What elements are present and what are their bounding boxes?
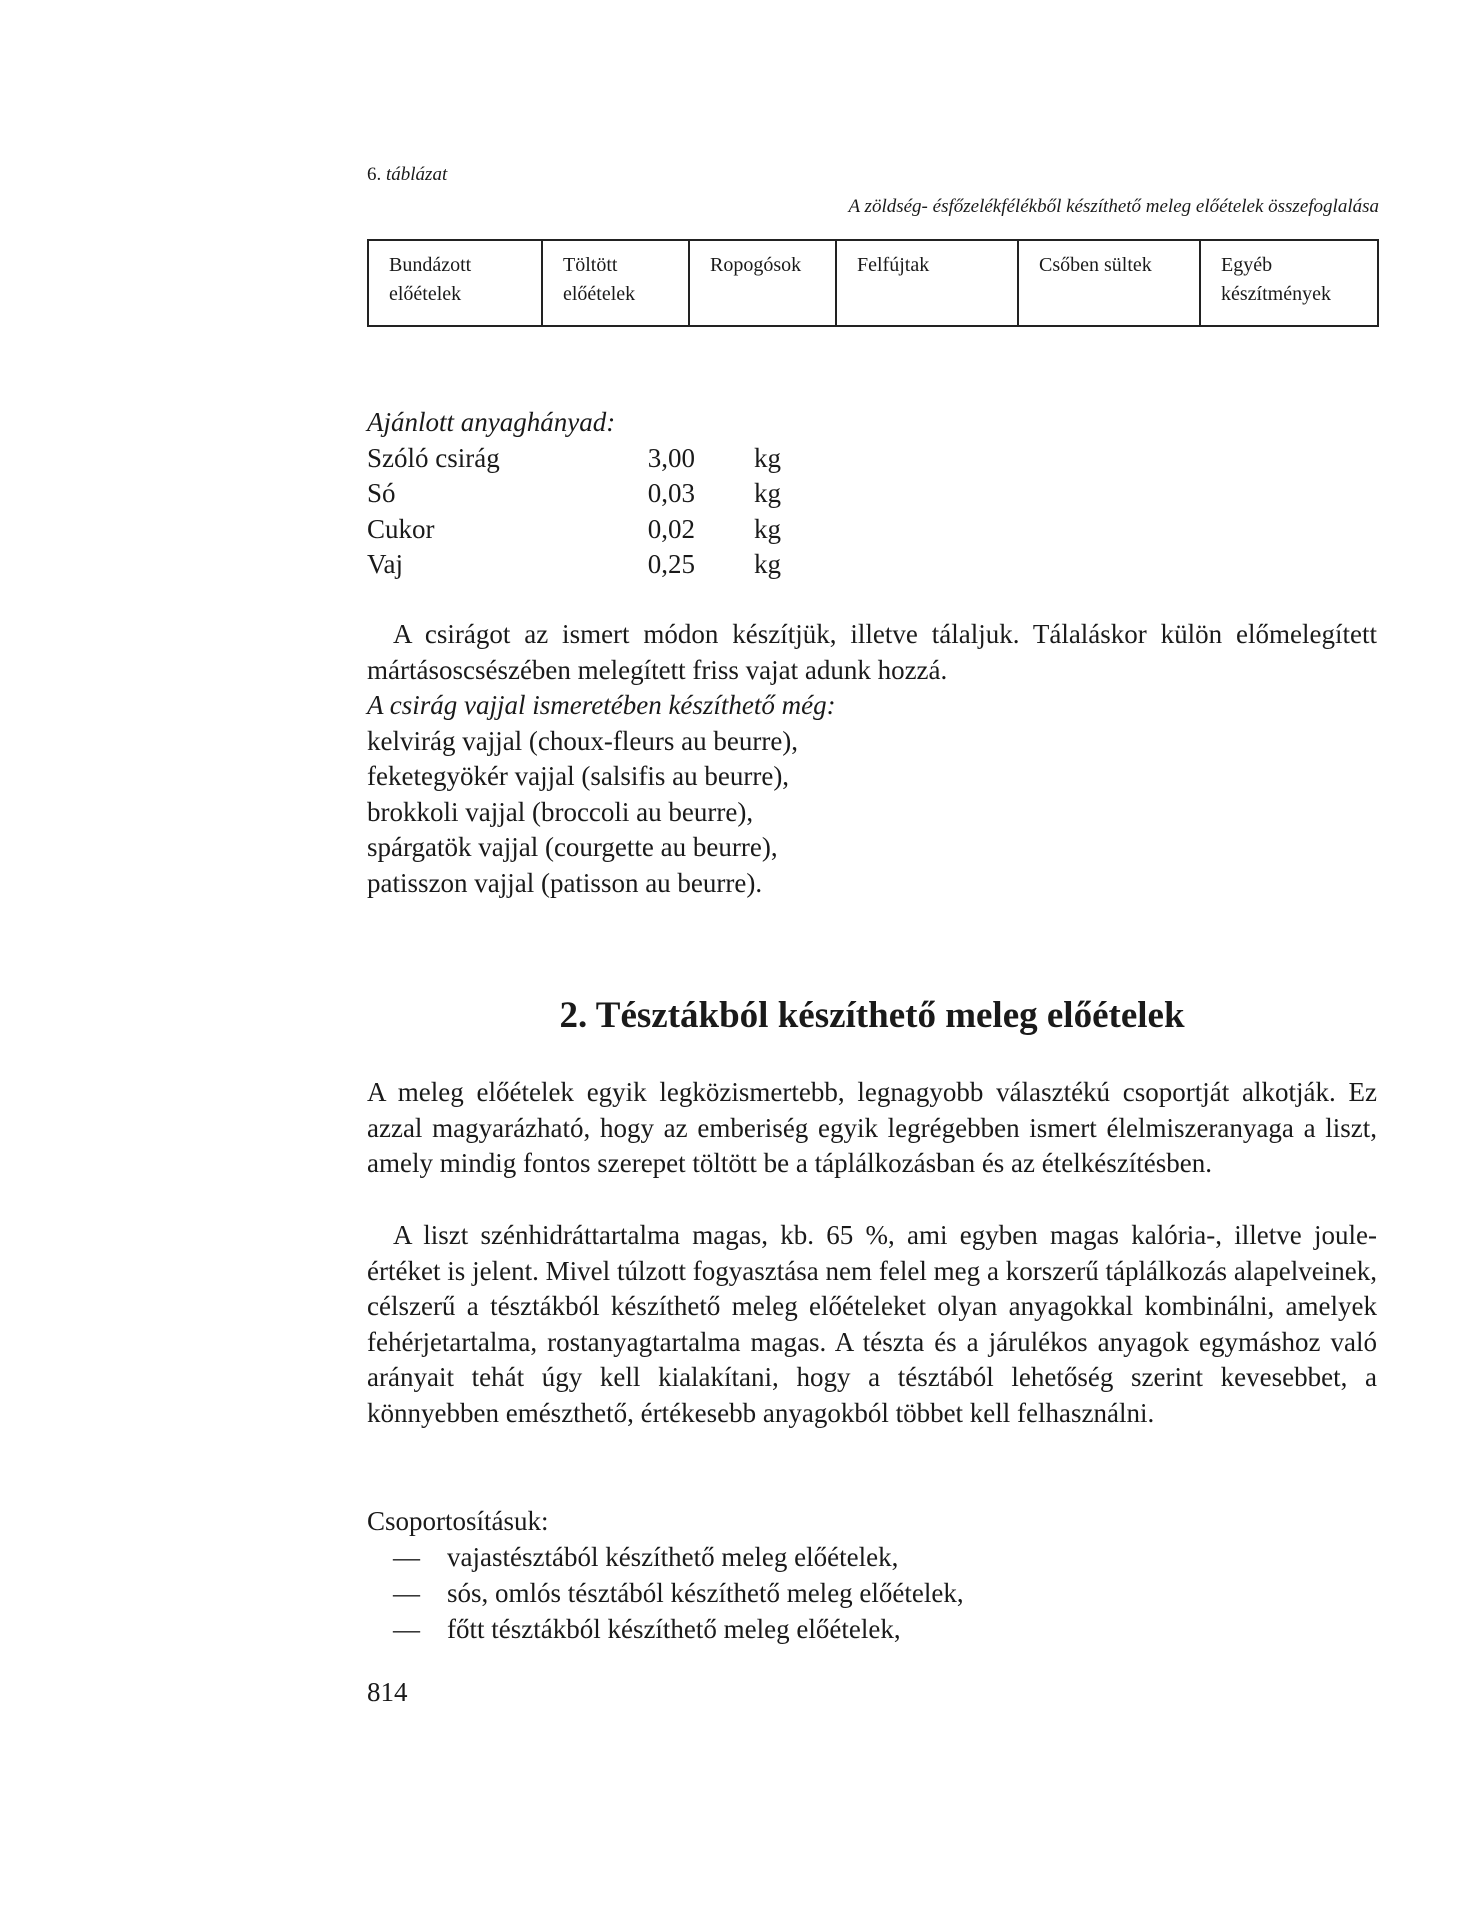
section-heading: 2. Tésztákból készíthető meleg előételek [559,995,1185,1036]
list-item-text: vajastésztából készíthető meleg előételek, [447,1542,899,1572]
table-number: 6. [367,164,382,185]
variant-item: feketegyökér vajjal (salsifis au beurre), [367,761,790,791]
table-cell [368,240,542,326]
ingredient-row [367,547,817,583]
table-label [367,164,447,186]
table-word: táblázat [386,164,448,185]
ingredient-row [367,441,817,477]
ingredient-unit: kg [754,478,781,508]
cell-line: Felfújtak [857,254,930,276]
table-cell [1018,240,1200,326]
cell-line: Töltött [563,254,618,276]
grouping-list [367,1503,964,1647]
table-cell [542,240,689,326]
variant-item: patisszon vajjal (patisson au beurre). [367,867,763,898]
variant-item: brokkoli vajjal (broccoli au beurre), [367,796,754,827]
list-item-text: sós, omlós tésztából készíthető meleg előételek, [447,1578,964,1608]
cell-line: előételek [563,283,636,305]
ingredient-qty: 0,25 [647,549,695,579]
ingredient-name: Só [367,478,396,508]
cell-line: Egyéb [1221,254,1273,276]
grouping-heading: Csoportosításuk: [367,1506,549,1536]
list-item [367,1539,964,1575]
list-item [367,1575,964,1611]
table-cell [1200,240,1378,326]
ingredients-block [367,405,817,583]
method-paragraph: A csirágot az ismert módon készítjük, illetve tálaljuk. Tálaláskor külön előmelegített mártásoscsészében melegített friss vajat adunk hozzá. [367,619,1377,685]
variants-heading: A csirág vajjal ismeretében készíthető még: [367,690,836,720]
variant-item: kelvirág vajjal (choux-fleurs au beurre), [367,725,799,756]
ingredient-unit: kg [754,513,781,544]
summary-table [367,239,1379,327]
list-item [367,1611,964,1647]
ingredient-qty: 0,02 [647,513,695,544]
cell-line: előételek [389,283,462,305]
ingredient-unit: kg [754,442,781,473]
intro-paragraph: A meleg előételek egyik legközismertebb, legnagyobb választékú csoportját alkotják. Ez azzal magyarázható, hogy az emberiség egyik legrégebben ismert élelmiszeranyaga a liszt, amely mindig fontos szerepet töltött be a táplálkozásban és az ételkészítésben. [367,1077,1377,1178]
table-cell [689,240,836,326]
table-row [368,240,1378,326]
ingredient-row [367,512,817,548]
ingredient-qty: 3,00 [647,442,695,473]
ingredient-name: Cukor [367,513,435,544]
ingredient-name: Vaj [367,549,403,579]
variants-block [367,688,1377,901]
dash-bullet: — [393,1578,420,1608]
flour-paragraph: A liszt szénhidráttartalma magas, kb. 65 %, ami egyben magas kalória-, illetve joule-értéket is jelent. Mivel túlzott fogyasztása nem felel meg a korszerű táplálkozás alapelveinek, célszerű a tésztákból készíthető meleg előételeket olyan anyagokkal kombinálni, amelyek fehérjetartalma, rostanyagtartalma magas. A tészta és a járulékos anyagok egymáshoz való arányait tehát úgy kell kialakítani, hogy a tésztából lehetőség szerint kevesebbet, a könnyebben emészthető, értékesebb anyagokból többet kell felhasználni. [367,1220,1377,1428]
cell-line: Ropogósok [710,254,802,276]
page-number: 814 [367,1677,408,1707]
dash-bullet: — [393,1614,420,1644]
ingredients-heading: Ajánlott anyaghányad: [367,407,616,437]
cell-line: Bundázott [389,254,472,276]
list-item-text: főtt tésztákból készíthető meleg előételek, [447,1614,901,1644]
table-cell [836,240,1018,326]
ingredient-name: Szóló csirág [367,442,500,473]
cell-line: Csőben sültek [1039,254,1152,276]
variant-item: spárgatök vajjal (courgette au beurre), [367,832,778,862]
dash-bullet: — [393,1542,420,1572]
table-caption: A zöldség- ésfőzelékfélékből készíthető meleg előételek összefoglalása [848,196,1379,217]
cell-line: készítmények [1221,283,1331,305]
ingredient-row [367,476,817,512]
ingredient-qty: 0,03 [647,478,695,508]
ingredient-unit: kg [754,549,781,579]
